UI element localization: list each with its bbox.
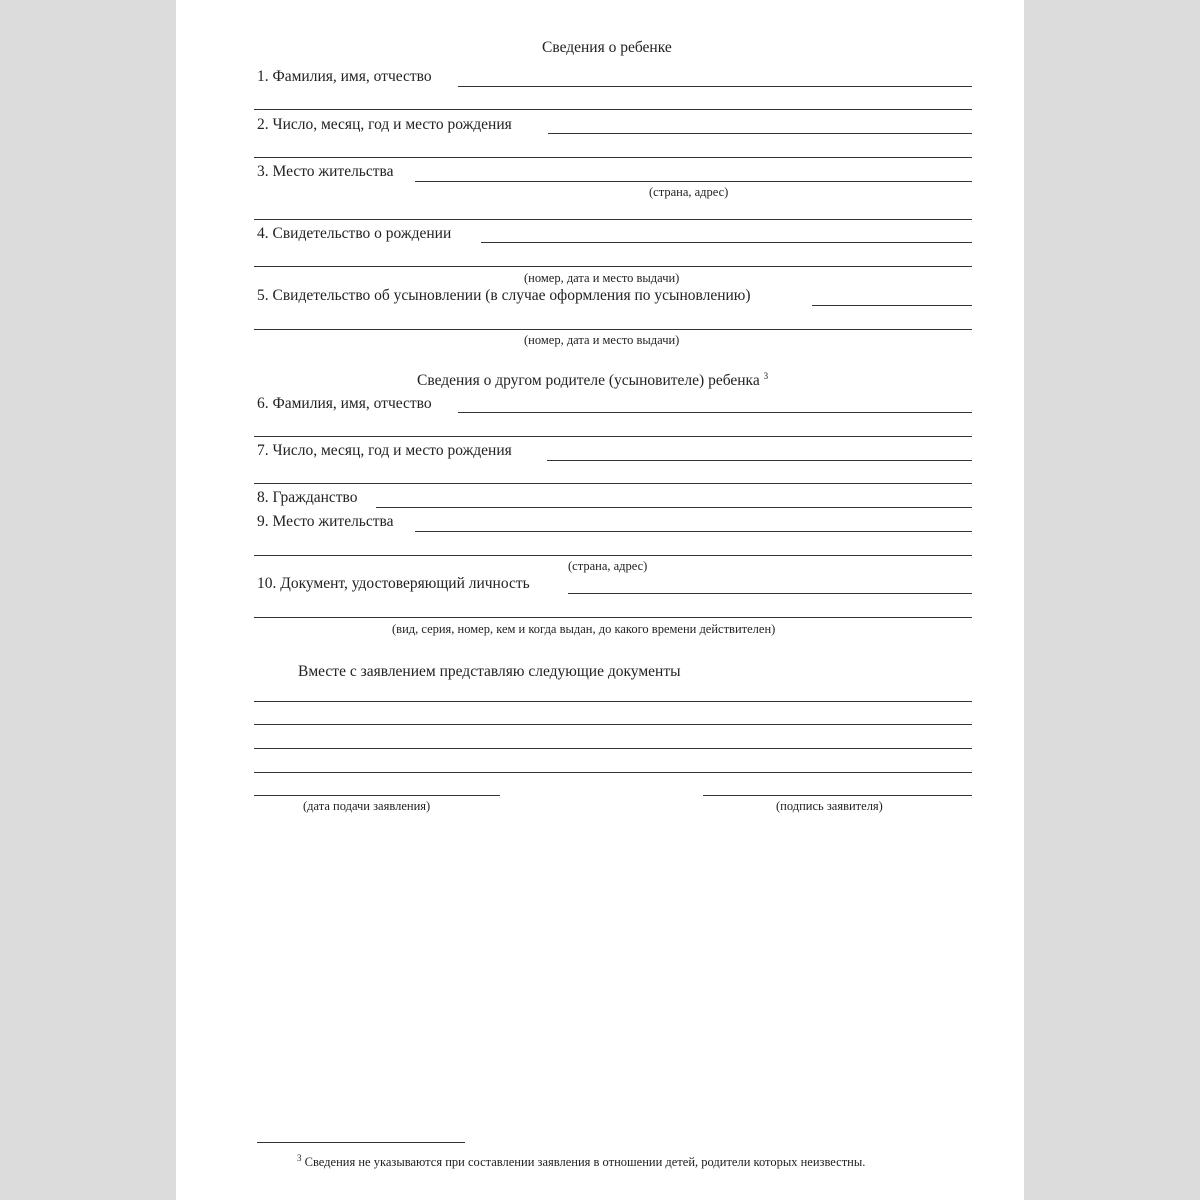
field-line-id-document-2[interactable] bbox=[254, 617, 972, 618]
section-heading-other-parent bbox=[417, 367, 768, 390]
field-line-child-name-2[interactable] bbox=[254, 109, 972, 110]
field-label-child-residence: 3. Место жительства bbox=[257, 163, 394, 180]
field-label-parent-residence: 9. Место жительства bbox=[257, 513, 394, 530]
field-line-adoption-certificate[interactable] bbox=[812, 305, 972, 306]
document-page bbox=[176, 0, 1024, 1200]
caption-country-address: (страна, адрес) bbox=[649, 185, 729, 199]
section-heading-child: Сведения о ребенке bbox=[542, 39, 672, 56]
caption-id-document: (вид, серия, номер, кем и когда выдан, до какого времени действителен) bbox=[392, 622, 776, 636]
field-line-child-birth[interactable] bbox=[548, 133, 972, 134]
caption-doc-number: (номер, дата и место выдачи) bbox=[524, 333, 680, 347]
field-label-parent-birth: 7. Число, месяц, год и место рождения bbox=[257, 442, 512, 459]
field-line-adoption-certificate-2[interactable] bbox=[254, 329, 972, 330]
documents-line[interactable] bbox=[254, 701, 972, 702]
field-line-parent-name[interactable] bbox=[458, 412, 972, 413]
footnote-separator bbox=[257, 1142, 465, 1143]
section-heading-other-parent-text: Сведения о другом родителе (усыновителе) ребенка bbox=[417, 372, 760, 390]
field-line-parent-residence[interactable] bbox=[415, 531, 972, 532]
caption-date: (дата подачи заявления) bbox=[303, 799, 431, 813]
field-label-adoption-certificate: 5. Свидетельство об усыновлении (в случае оформления по усыновлению) bbox=[257, 287, 751, 304]
field-line-child-residence[interactable] bbox=[415, 181, 972, 182]
caption-country-address: (страна, адрес) bbox=[568, 559, 648, 573]
field-label-citizenship: 8. Гражданство bbox=[257, 489, 358, 506]
documents-line[interactable] bbox=[254, 772, 972, 773]
field-line-parent-birth[interactable] bbox=[547, 460, 972, 461]
caption-signature: (подпись заявителя) bbox=[776, 799, 883, 813]
field-line-birth-certificate[interactable] bbox=[481, 242, 972, 243]
field-label-parent-name: 6. Фамилия, имя, отчество bbox=[257, 395, 432, 412]
footnote-ref: 3 bbox=[763, 371, 769, 381]
footnote bbox=[297, 1151, 865, 1169]
signature-line[interactable] bbox=[703, 795, 972, 796]
field-label-child-birth: 2. Число, месяц, год и место рождения bbox=[257, 116, 512, 133]
field-line-child-residence-2[interactable] bbox=[254, 219, 972, 220]
field-line-child-birth-2[interactable] bbox=[254, 157, 972, 158]
documents-line[interactable] bbox=[254, 724, 972, 725]
caption-doc-number: (номер, дата и место выдачи) bbox=[524, 271, 680, 285]
footnote-mark: 3 bbox=[297, 1153, 302, 1163]
date-line[interactable] bbox=[254, 795, 500, 796]
documents-line[interactable] bbox=[254, 748, 972, 749]
footnote-text: Сведения не указываются при составлении заявления в отношении детей, родители которых неизвестны. bbox=[304, 1155, 866, 1170]
field-line-citizenship[interactable] bbox=[376, 507, 972, 508]
field-label-child-name: 1. Фамилия, имя, отчество bbox=[257, 68, 432, 85]
field-line-parent-birth-2[interactable] bbox=[254, 483, 972, 484]
field-line-parent-name-2[interactable] bbox=[254, 436, 972, 437]
field-line-id-document[interactable] bbox=[568, 593, 972, 594]
field-line-child-name[interactable] bbox=[458, 86, 972, 87]
field-line-parent-residence-2[interactable] bbox=[254, 555, 972, 556]
field-line-birth-certificate-2[interactable] bbox=[254, 266, 972, 267]
documents-intro: Вместе с заявлением представляю следующие документы bbox=[298, 663, 681, 680]
field-label-birth-certificate: 4. Свидетельство о рождении bbox=[257, 225, 452, 242]
field-label-id-document: 10. Документ, удостоверяющий личность bbox=[257, 575, 530, 592]
